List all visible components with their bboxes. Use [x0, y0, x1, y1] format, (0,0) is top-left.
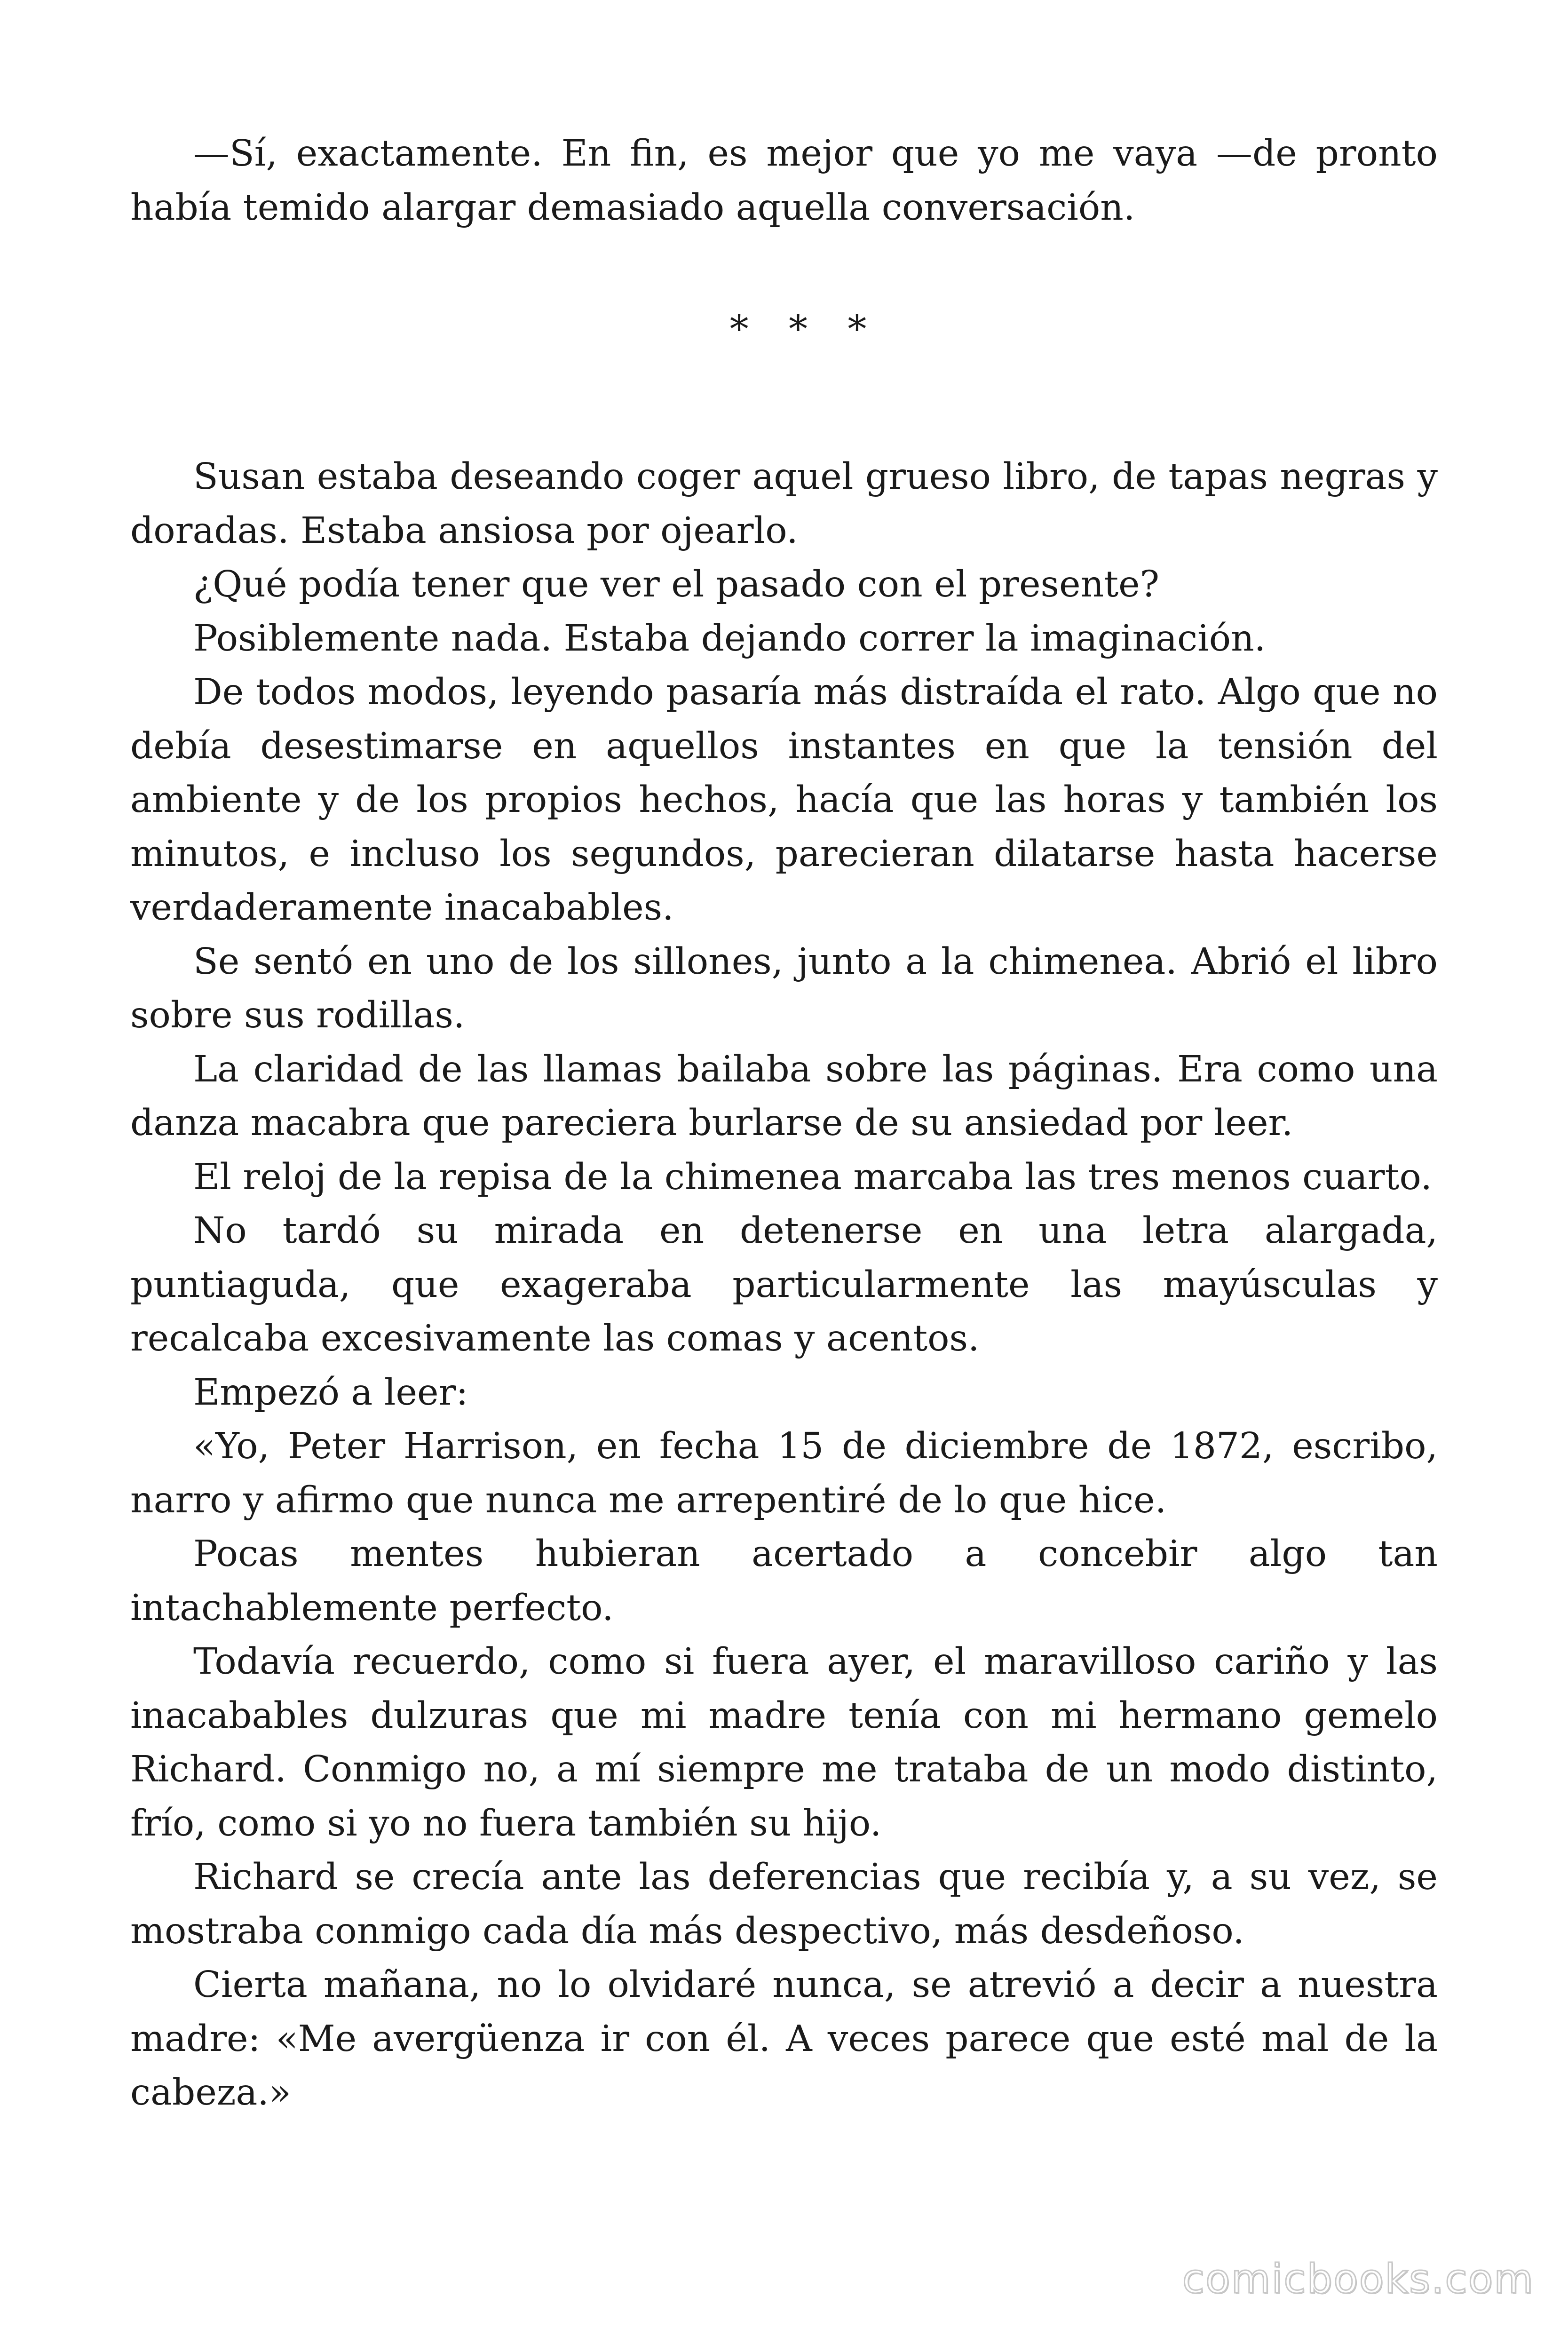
text-block-top	[130, 127, 1438, 235]
paragraph: ¿Qué podía tener que ver el pasado con el presente?	[193, 564, 1159, 605]
paragraph: «Yo, Peter Harrison, en fecha 15 de diciembre de 1872, escribo, narro y afirmo que nunca me arrepentiré de lo que hice.	[130, 1425, 1438, 1521]
paragraph: Posiblemente nada. Estaba dejando correr la imaginación.	[193, 617, 1266, 660]
paragraph: La claridad de las llamas bailaba sobre las páginas. Era como una danza macabra que pareciera burlarse de su ansiedad por leer.	[130, 1048, 1438, 1144]
paragraph: Se sentó en uno de los sillones, junto a la chimenea. Abrió el libro sobre sus rodillas.	[130, 940, 1438, 1036]
paragraph: —Sí, exactamente. En fin, es mejor que yo me vaya —de pronto había temido alargar demasiado aquella conversación.	[130, 133, 1438, 229]
paragraph: Todavía recuerdo, como si fuera ayer, el maravilloso cariño y las inacabables dulzuras que mi madre tenía con mi hermano gemelo Richard. Conmigo no, a mí siempre me trataba de un modo distinto, frío, como si yo no fuera también su hijo.	[130, 1641, 1438, 1844]
paragraph: Susan estaba deseando coger aquel grueso libro, de tapas negras y doradas. Estaba ansiosa por ojearlo.	[130, 456, 1438, 552]
watermark: comicbooks.com	[1182, 2256, 1534, 2303]
text-block-main	[130, 450, 1438, 2120]
paragraph: Richard se crecía ante las deferencias que recibía y, a su vez, se mostraba conmigo cada día más despectivo, más desdeñoso.	[130, 1856, 1438, 1952]
paragraph: No tardó su mirada en detenerse en una letra alargada, puntiaguda, que exageraba particularmente las mayúsculas y recalcaba excesivamente las comas y acentos.	[130, 1210, 1438, 1359]
section-separator: * * *	[729, 307, 881, 351]
paragraph: Empezó a leer:	[193, 1371, 468, 1414]
paragraph: Pocas mentes hubieran acertado a concebir algo tan intachablemente perfecto.	[130, 1533, 1438, 1629]
paragraph: De todos modos, leyendo pasaría más distraída el rato. Algo que no debía desestimarse en aquellos instantes en que la tensión del ambiente y de los propios hechos, hacía que las horas y también los minutos, e incluso los segundos, parecieran dilatarse hasta hacerse verdaderamente inacabables.	[130, 671, 1438, 929]
paragraph: El reloj de la repisa de la chimenea marcaba las tres menos cuarto.	[193, 1156, 1433, 1198]
paragraph: Cierta mañana, no lo olvidaré nunca, se atrevió a decir a nuestra madre: «Me avergüenza ir con él. A veces parece que esté mal de la cabeza.»	[130, 1964, 1438, 2114]
